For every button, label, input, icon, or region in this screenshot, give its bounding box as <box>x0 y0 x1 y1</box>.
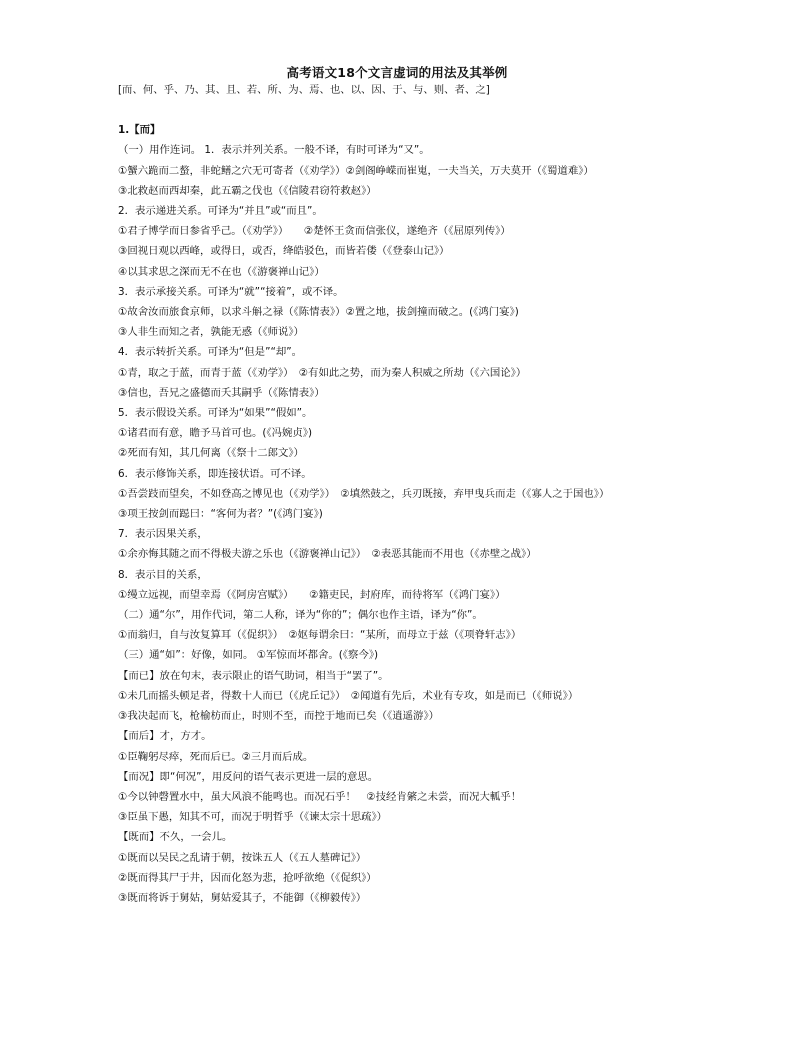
text-line: ②既而得其尸于井，因而化怒为悲，抢呼欲绝（《促织》） <box>118 871 377 884</box>
text-line: 3．表示承接关系。可译为“就”“接着”，或不译。 <box>118 285 344 298</box>
text-line: ①余亦悔其随之而不得极夫游之乐也（《游褒禅山记》） ②表恶其能而不用也（《赤壁之战》） <box>118 548 537 561</box>
text-line: ③回视日观以西峰，或得日，或否，绛皓驳色，而皆若偻（《登泰山记》） <box>118 245 450 258</box>
text-line: ①臣鞠躬尽瘁，死而后已。②三月而后成。 <box>118 750 314 763</box>
text-line: 【既而】不久，一会儿。 <box>118 831 233 844</box>
text-line: ①蟹六跪而二螯，非蛇鳝之穴无可寄者（《劝学》）②剑阁峥嵘而崔嵬，一夫当关，万夫莫开（《蜀道难》） <box>118 164 594 177</box>
text-line: ①诸君而有意，瞻予马首可也。(《冯婉贞》) <box>118 427 313 440</box>
text-line: 5．表示假设关系。可译为“如果”“假如”。 <box>118 407 313 420</box>
text-line: ①故舍汝而旅食京师，以求斗斛之禄（《陈情表》）②置之地，拔剑撞而破之。(《鸿门宴》) <box>118 306 519 319</box>
text-line: ③我决起而飞，枪榆枋而止，时则不至，而控于地而已矣（《逍遥游》） <box>118 710 440 723</box>
text-line: ③既而将诉于舅姑，舅姑爱其子，不能御（《柳毅传》） <box>118 891 367 904</box>
text-line: 2．表示递进关系。可译为“并且”或“而且”。 <box>118 205 323 218</box>
text-line: 4．表示转折关系。可译为“但是”“却”。 <box>118 346 303 359</box>
text-line: （三）通“如”：好像，如同。 ①军惊而坏都舍。(《察今》) <box>118 649 379 662</box>
text-line: ①今以钟磬置水中，虽大风浪不能鸣也。而况石乎！ ②技经肯綮之未尝，而况大軱乎！ <box>118 790 522 803</box>
blank-line <box>118 100 678 120</box>
text-line: 1.【而】 <box>118 124 161 137</box>
text-line: ①君子博学而日参省乎己。（《劝学》） ②楚怀王贪而信张仪，遂绝齐（《屈原列传》） <box>118 225 511 238</box>
text-line: （一）用作连词。 1．表示并列关系。一般不译，有时可译为“又”。 <box>118 144 430 157</box>
text-line: ③北救赵而西却秦，此五霸之伐也（《信陵君窃符救赵》） <box>118 184 377 197</box>
text-line: 【而已】放在句末，表示限止的语气助词，相当于“罢了”。 <box>118 669 389 682</box>
text-line: ①而翁归，自与汝复算耳（《促织》） ②妪每谓余曰：“某所，而母立于兹（《项脊轩志》） <box>118 629 522 642</box>
text-line: 8．表示目的关系， <box>118 568 208 581</box>
text-line: ④以其求思之深而无不在也（《游褒禅山记》） <box>118 265 325 278</box>
text-line: （二）通“尔”，用作代词，第二人称，译为“你的”；偶尔也作主语，译为“你”。 <box>118 609 483 622</box>
text-line: ③人非生而知之者，孰能无惑（《师说》） <box>118 326 304 339</box>
text-line: 【而况】即“何况”，用反问的语气表示更进一层的意思。 <box>118 770 379 783</box>
text-line: ③项王按剑而跽曰：“客何为者？”(《鸿门宴》) <box>118 508 323 521</box>
document-body <box>118 80 678 908</box>
text-line: ①既而以吴民之乱请于朝，按诛五人（《五人墓碑记》） <box>118 851 367 864</box>
text-line: 6．表示修饰关系，即连接状语。可不译。 <box>118 467 312 480</box>
text-line: ①未几而摇头顿足者，得数十人而已（《虎丘记》） ②闻道有先后，术业有专攻，如是而已（《师说》） <box>118 689 579 702</box>
text-line: ①吾尝跂而望矣，不如登高之博见也（《劝学》） ②填然鼓之，兵刃既接，弃甲曳兵而走（《寡人之于国也》） <box>118 487 610 500</box>
text-line: ①青，取之于蓝，而青于蓝（《劝学》） ②有如此之势，而为秦人积威之所劫（《六国论》） <box>118 366 527 379</box>
text-line: 【而后】才，方才。 <box>118 730 212 743</box>
text-line: ③臣虽下愚，知其不可，而况于明哲乎（《谏太宗十思疏》） <box>118 811 388 824</box>
text-line: ③信也，吾兄之盛德而夭其嗣乎（《陈情表》） <box>118 386 325 399</box>
text-line: 7．表示因果关系， <box>118 528 208 541</box>
document-title: 高考语文18个文言虚词的用法及其举例 <box>286 65 508 80</box>
text-line: ①缦立远视，而望幸焉（《阿房宫赋》） ②籍吏民，封府库，而待将军（《鸿门宴》） <box>118 588 506 601</box>
text-line: ②死而有知，其几何离（《祭十二郎文》） <box>118 447 304 460</box>
word-list: [而、何、乎、乃、其、且、若、所、为、焉、也、以、因、于、与、则、者、之] <box>118 84 490 96</box>
